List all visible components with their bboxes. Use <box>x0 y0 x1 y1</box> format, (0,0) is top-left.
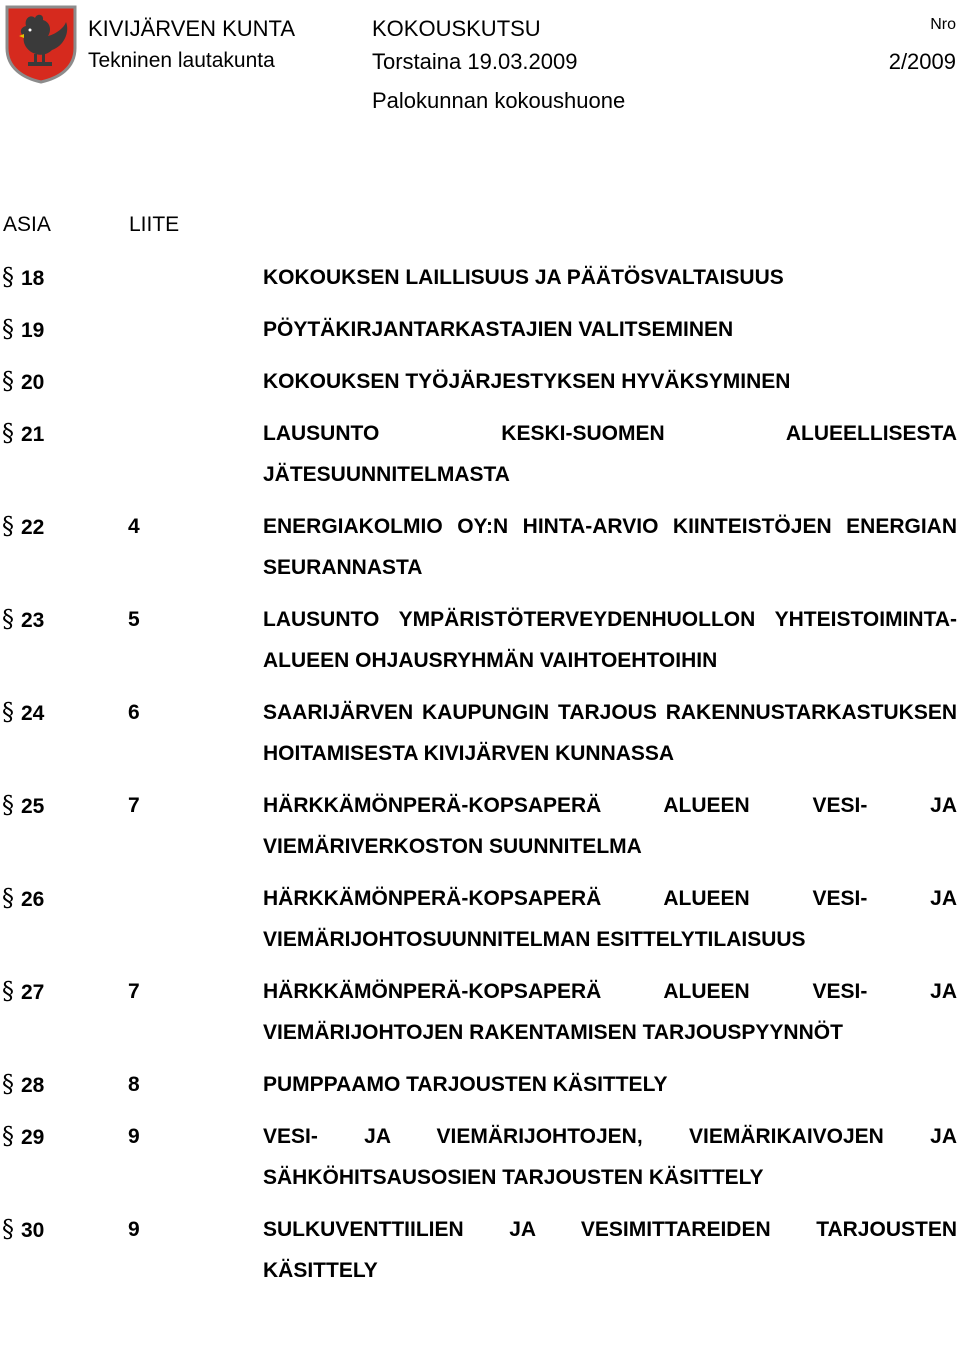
item-title: LAUSUNTO YMPÄRISTÖTERVEYDENHUOLLON YHTEISTOIMINTA-ALUEEN OHJAUSRYHMÄN VAIHTOEHTOIHIN <box>263 608 957 672</box>
section-sign-icon: § <box>2 315 14 343</box>
agenda-item-19 <box>0 309 960 350</box>
item-title: SAARIJÄRVEN KAUPUNGIN TARJOUS RAKENNUSTARKASTUKSEN HOITAMISESTA KIVIJÄRVEN KUNNASSA <box>263 701 957 765</box>
document-number: 2/2009 <box>888 49 956 74</box>
agenda-list <box>0 257 960 1302</box>
item-attachment: 7 <box>128 794 140 817</box>
item-number: § 30 <box>2 1209 44 1250</box>
section-sign-icon: § <box>2 1122 14 1150</box>
section-sign-icon: § <box>2 1215 14 1243</box>
section-sign-icon: § <box>2 977 14 1005</box>
item-attachment: 5 <box>128 608 140 631</box>
item-attachment: 9 <box>128 1218 140 1241</box>
document-type: KOKOUSKUTSU <box>372 16 541 41</box>
section-sign-icon: § <box>2 419 14 447</box>
item-number: § 18 <box>2 257 44 298</box>
item-title: HÄRKKÄMÖNPERÄ-KOPSAPERÄ ALUEEN VESI- JA VIEMÄRIJOHTOSUUNNITELMAN ESITTELYTILAISUUS <box>263 887 957 951</box>
agenda-item-30 <box>0 1209 960 1291</box>
item-number: § 27 <box>2 971 44 1012</box>
item-attachment: 7 <box>128 980 140 1003</box>
section-sign-icon: § <box>2 263 14 291</box>
item-attachment: 8 <box>128 1073 140 1096</box>
item-number: § 28 <box>2 1064 44 1105</box>
item-number: § 19 <box>2 309 44 350</box>
agenda-item-23 <box>0 599 960 681</box>
agenda-item-29 <box>0 1116 960 1198</box>
section-sign-icon: § <box>2 605 14 633</box>
section-sign-icon: § <box>2 367 14 395</box>
agenda-item-22 <box>0 506 960 588</box>
item-number: § 26 <box>2 878 44 919</box>
column-header-asia: ASIA <box>3 213 51 236</box>
nro-label: Nro <box>930 16 956 33</box>
agenda-item-28 <box>0 1064 960 1105</box>
column-header-liite: LIITE <box>129 213 180 236</box>
section-sign-icon: § <box>2 698 14 726</box>
item-attachment: 4 <box>128 515 140 538</box>
item-attachment: 6 <box>128 701 140 724</box>
item-title: KOKOUKSEN LAILLISUUS JA PÄÄTÖSVALTAISUUS <box>263 266 784 289</box>
agenda-item-27 <box>0 971 960 1053</box>
agenda-item-20 <box>0 361 960 402</box>
agenda-item-21 <box>0 413 960 495</box>
item-number: § 23 <box>2 599 44 640</box>
agenda-item-18 <box>0 257 960 298</box>
item-number: § 20 <box>2 361 44 402</box>
item-number: § 22 <box>2 506 44 547</box>
item-title: SULKUVENTTIILIEN JA VESIMITTAREIDEN TARJOUSTEN KÄSITTELY <box>263 1218 957 1282</box>
item-title: PÖYTÄKIRJANTARKASTAJIEN VALITSEMINEN <box>263 318 734 341</box>
section-sign-icon: § <box>2 1070 14 1098</box>
item-attachment: 9 <box>128 1125 140 1148</box>
item-number: § 29 <box>2 1116 44 1157</box>
item-title: KOKOUKSEN TYÖJÄRJESTYKSEN HYVÄKSYMINEN <box>263 370 791 393</box>
agenda-item-25 <box>0 785 960 867</box>
section-sign-icon: § <box>2 884 14 912</box>
item-number: § 24 <box>2 692 44 733</box>
item-title: PUMPPAAMO TARJOUSTEN KÄSITTELY <box>263 1073 668 1096</box>
board-name: Tekninen lautakunta <box>88 49 275 72</box>
agenda-item-26 <box>0 878 960 960</box>
item-title: ENERGIAKOLMIO OY:N HINTA-ARVIO KIINTEISTÖJEN ENERGIAN SEURANNASTA <box>263 515 957 579</box>
organization-name: KIVIJÄRVEN KUNTA <box>88 16 296 41</box>
item-number: § 21 <box>2 413 44 454</box>
section-sign-icon: § <box>2 791 14 819</box>
item-title: VESI- JA VIEMÄRIJOHTOJEN, VIEMÄRIKAIVOJEN JA SÄHKÖHITSAUSOSIEN TARJOUSTEN KÄSITTELY <box>263 1125 957 1189</box>
column-headers <box>0 213 960 239</box>
meeting-place: Palokunnan kokoushuone <box>372 88 626 113</box>
item-number: § 25 <box>2 785 44 826</box>
item-title: LAUSUNTO KESKI-SUOMEN ALUEELLISESTA JÄTESUUNNITELMASTA <box>263 422 957 486</box>
item-title: HÄRKKÄMÖNPERÄ-KOPSAPERÄ ALUEEN VESI- JA VIEMÄRIJOHTOJEN RAKENTAMISEN TARJOUSPYYNNÖT <box>263 980 957 1044</box>
meeting-date: Torstaina 19.03.2009 <box>372 49 578 74</box>
municipality-crest-icon <box>4 4 78 84</box>
item-title: HÄRKKÄMÖNPERÄ-KOPSAPERÄ ALUEEN VESI- JA VIEMÄRIVERKOSTON SUUNNITELMA <box>263 794 957 858</box>
agenda-item-24 <box>0 692 960 774</box>
section-sign-icon: § <box>2 512 14 540</box>
